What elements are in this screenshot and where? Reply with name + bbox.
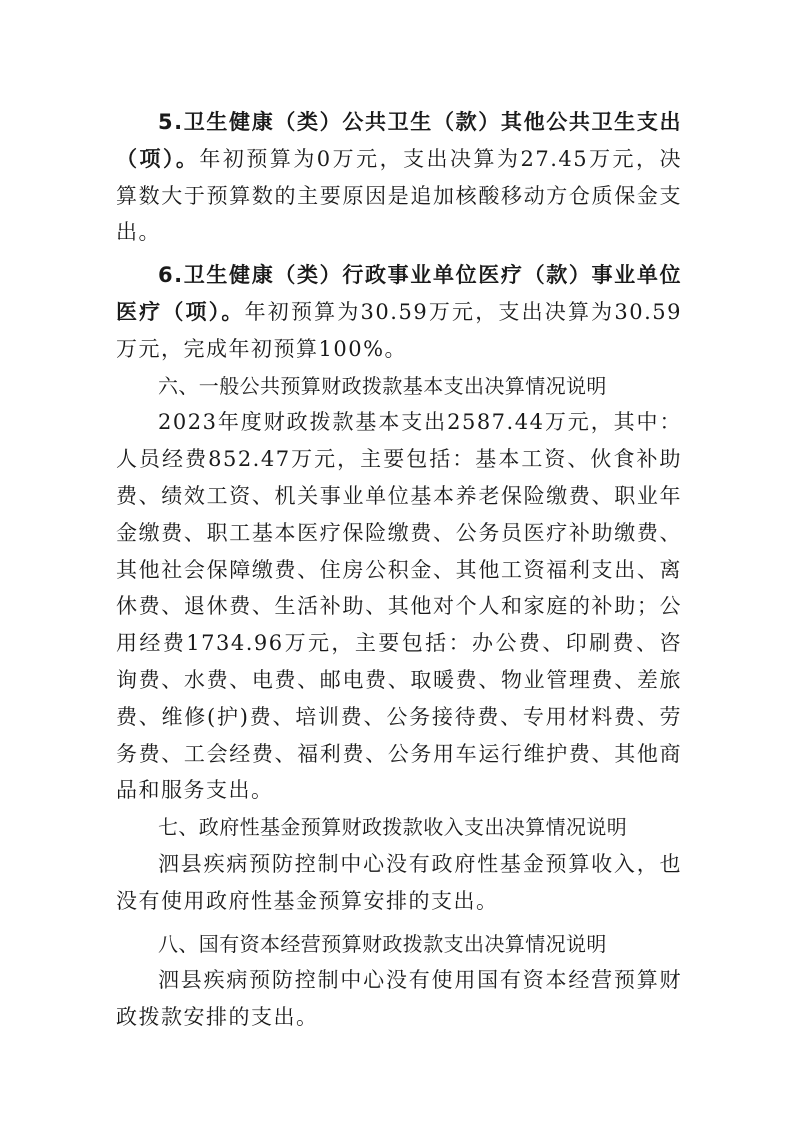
section-7-paragraph: 泗县疾病预防控制中心没有政府性基金预算收入，也没有使用政府性基金预算安排的支出。 (116, 851, 682, 913)
section-6-heading: 六、一般公共预算财政拨款基本支出决算情况说明 (158, 373, 607, 398)
section-8-paragraph: 泗县疾病预防控制中心没有使用国有资本经营预算财政拨款安排的支出。 (116, 968, 682, 1030)
section-8-heading: 八、国有资本经营预算财政拨款支出决算情况说明 (158, 931, 607, 956)
item-5-paragraph (116, 104, 682, 251)
item-6-paragraph (116, 257, 682, 367)
item-6-title: 6.卫生健康（类）行政事业单位医疗（款）事业单位医疗（项）。 (116, 263, 682, 324)
section-6-paragraph: 2023年度财政拨款基本支出2587.44万元，其中：人员经费852.47万元，主要包括：基本工资、伙食补助费、绩效工资、机关事业单位基本养老保险缴费、职业年金缴费、职工基本医疗保险缴费、公务员医疗补助缴费、其他社会保障缴费、住房公积金、其他工资福利支出、离休费、退休费、生活补助、其他对个人和家庭的补助；公用经费1734.96万元，主要包括：办公费、印刷费、咨询费、水费、电费、邮电费、取暖费、物业管理费、差旅费、维修(护)费、培训费、公务接待费、专用材料费、劳务费、工会经费、福利费、公务用车运行维护费、其他商品和服务支出。 (116, 410, 682, 803)
item-6-body: 年初预算为30.59万元，支出决算为30.59万元，完成年初预算100%。 (116, 299, 682, 361)
item-5-body: 年初预算为0万元，支出决算为27.45万元，决算数大于预算数的主要原因是追加核酸移动方仓质保金支出。 (116, 146, 683, 245)
document-page (116, 104, 682, 1036)
item-5-title: 5.卫生健康（类）公共卫生（款）其他公共卫生支出（项）。 (116, 110, 682, 171)
section-7-heading: 七、政府性基金预算财政拨款收入支出决算情况说明 (158, 815, 628, 840)
